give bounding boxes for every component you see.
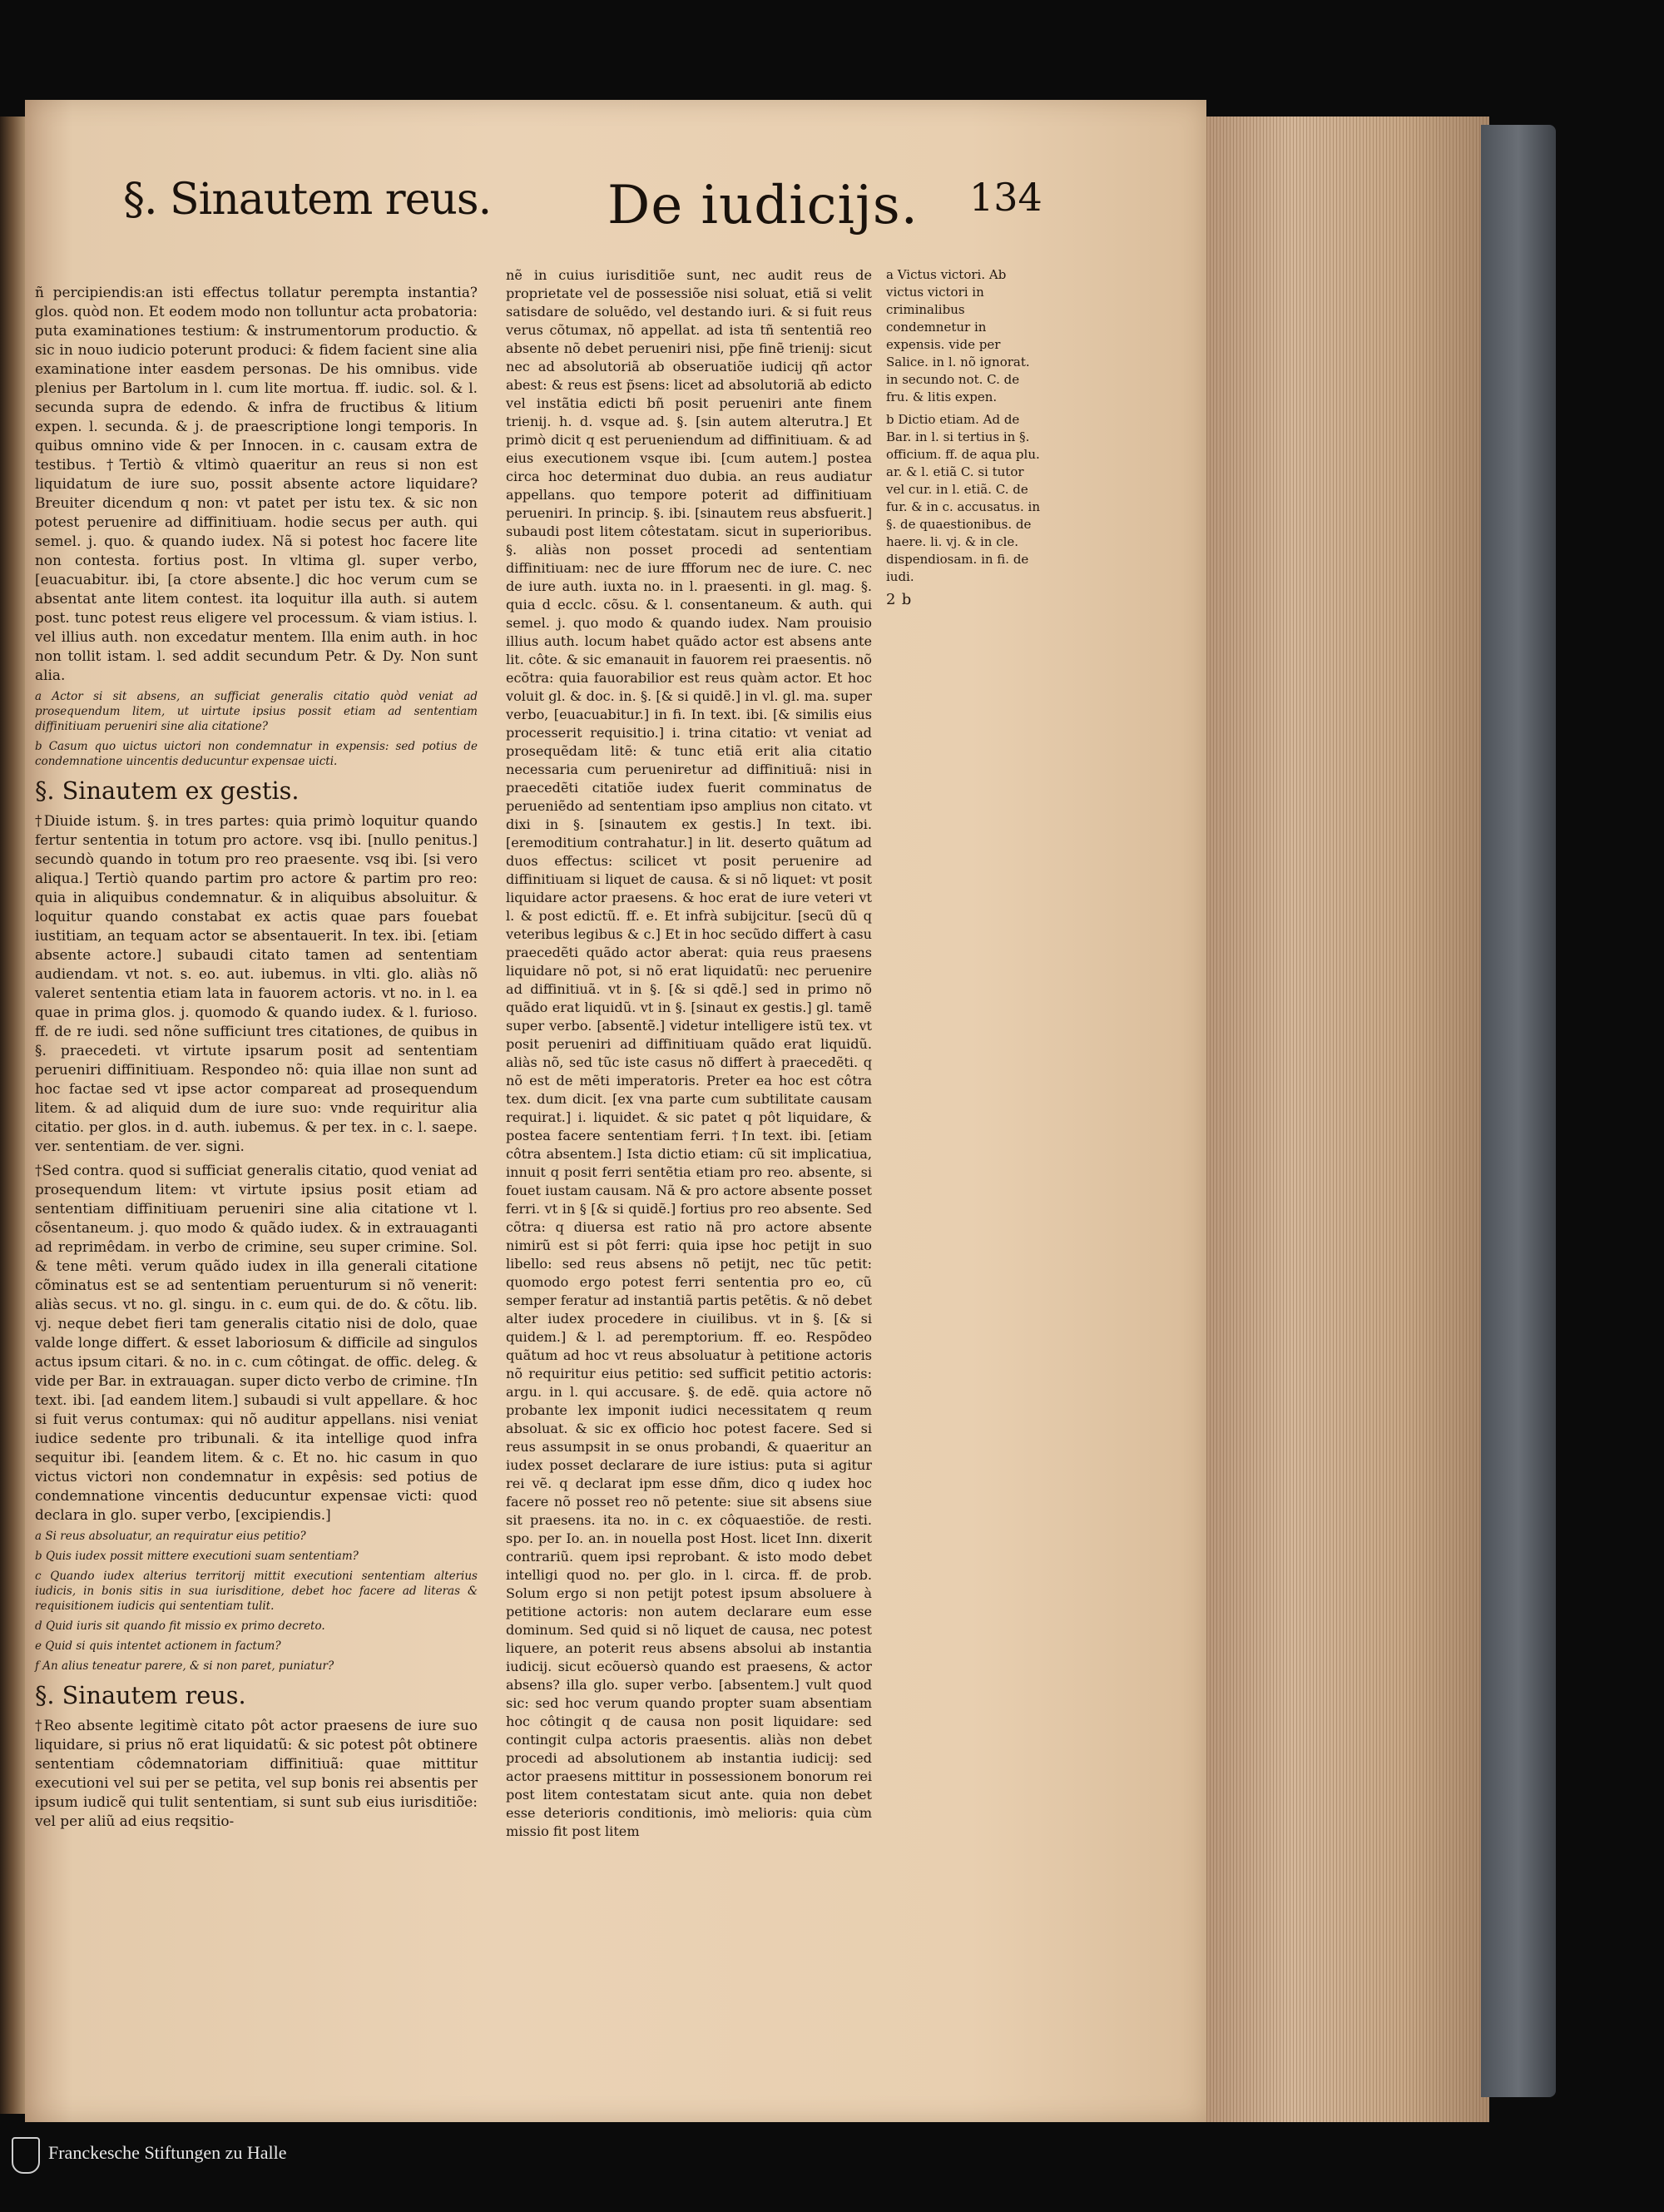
summary-note: a Actor si sit absens, an sufficiat generalis citatio quòd veniat ad prosequendum litem, ut uirtute ipsius possit etiam ad sententiam diffinitiuam perueniri sine alia citatione? [35, 690, 478, 733]
library-name: Franckesche Stiftungen zu Halle [48, 2142, 287, 2163]
summary-note: d Quid iuris sit quando fit missio ex primo decreto. [35, 1619, 325, 1633]
summary-note: b Quis iudex possit mittere executioni suam sententiam? [35, 1550, 359, 1564]
book-cover [1481, 125, 1556, 2097]
summary-note: f An alius teneatur parere, & si non paret, puniatur? [35, 1659, 334, 1673]
section-heading: §. Sinautem ex gestis. [35, 776, 300, 805]
marginal-gloss: b Dictio etiam. Ad de Bar. in l. si tertius in §. officium. ff. de aqua plu. ar. & l. etiã C. si tutor vel cur. in l. etiã. C. de fur. & in c. accusatus. in §. de quaestionibus. de haere. li. vj. & in cle. dispendiosam. in fi. de iudi. [886, 412, 1040, 584]
summary-note: b Casum quo uictus uictori non condemnatur in expensis: sed potius de condemnatione uincentis deducuntur expensae uicti. [35, 739, 478, 768]
summary-note: a Si reus absoluatur, an requiratur eius petitio? [35, 1530, 306, 1544]
running-head-title: De iudicijs. [607, 175, 919, 236]
left-text-column [35, 283, 478, 1836]
paragraph: ñ percipiendis:an isti effectus tollatur perempta instantia? glos. quòd non. Et eodem modo non tolluntur acta probatoria: puta examinationes testium: & instrumentorum productio. & sic in nouo iudicio poterunt produci: & fidem facient sine alia examinatione inter easdem personas. De his omnibus. vide plenius per Bartolum in l. cum lite mortua. ff. iudic. sol. & l. secunda supra de edendo. & infra de fructibus & litium expen. l. secunda. & j. de praescriptione longi temporis. In quibus omnino vide & per Innocen. in c. causam extra de testibus. †Tertiò & vltimò quaeritur an reus si non est liquidatum de iure suo, possit absente actore liquidare? Breuiter dicendum q non: vt patet per istu tex. & sic non potest peruenire ad diffinitiuam. hodie secus per auth. qui semel. j. quo. & quando iudex. Nã si potest hoc facere lite non contesta. fortius post. In vltima gl. super verbo, [euacuabitur. ibi, [a ctore absente.] dic hoc verum cum se absentat ante litem contest. ita loquitur illa auth. si autem post. tunc potest reus eligere vel processum. & viam istius. l. vel illius auth. non excedatur mentem. Illa enim auth. in hoc non tollit istam. l. sed addit secundum Petr. & Dy. Non sunt alia. [35, 284, 478, 683]
paragraph: nẽ in cuius iurisditiõe sunt, nec audit reus de proprietate vel de possessiõe nisi soluat, etiã si velit satisdare de soluẽdo, vel destando iuri. & si fuit reus verus cõtumax, nõ appellat. ad ista tñ sententiã reo absente nõ debet perueniri nisi, pp̃e finẽ trienij: sicut nec ad absolutoriã ab obseruatiõe iudicij qñ actor abest: & reus est p̃sens: licet ad absolutoriã ab edicto vel instãtia edicti bñ posit perueniri ante finem trienij. h. d. vsque ad. §. [sin autem alterutra.] Et primò dicit q est perueniendum ad diffinitiuam. & ad eius executionem vsque ibi. [cum autem.] postea circa hoc determinat duo dubia. an reus audiatur appellans. quo tempore poterit ad diffinitiuam perueniri. In princip. §. ibi. [sinautem reus absfuerit.] subaudi post litem côtestatam. sicut in superioribus. §. aliàs non posset procedi ad sententiam diffinitiuam: nec de iure ffforum nec de iure. C. nec de iure auth. iuxta no. in l. praesenti. in gl. mag. §. quia d ecclc. cõsu. & l. consentaneum. & auth. qui semel. j. quo modo & quando iudex. Nam prouisio illius auth. locum habet quãdo actor est absens ante lit. côte. & sic emanauit in fauorem rei praesentis. nõ ecõtra: quia fauorabilior est reus quàm actor. Et hoc voluit gl. & doc. in. §. [& si quidẽ.] in vl. gl. ma. super verbo, [euacuabitur.] in fi. In text. ibi. [& similis eius processerit requisitio.] i. trina citatio: vt veniat ad prosequẽdam litẽ: & tunc etiã erit alia citatio necessaria cum perueniretur ad diffinitiuã: nisi in praecedẽti citatiõe iudex fuerit comminatus de perueniẽdo ad sententiam ipso amplius non citato. vt dixi in §. [sinautem ex gestis.] In text. ibi. [eremoditium contrahatur.] in lit. deserto quãtum ad duos effectus: scilicet vt posit peruenire ad diffinitiuam si liquet de causa. & si nõ liquet: vt posit liquidare actor praesens. & hoc erat de iure veteri vt l. & post edictũ. ff. e. Et infrà subijcitur. [secũ dũ q veteribus legibus & c.] Et in hoc secũdo differt à casu praecedẽti quãdo actor aberat: quia reus praesens liquidare nõ pot, si nõ erat liquidatũ: nec peruenire ad diffinitiuã. vt in §. [& si qdẽ.] sed in primo nõ quãdo erat liquidũ. vt in §. [sinaut ex gestis.] gl. tamẽ super verbo. [absentẽ.] videtur intelligere istũ tex. vt posit perueniri ad diffinitiuam quãdo erat liquidũ. aliàs nõ, sed tũc iste casus nõ differt à praecedẽti. q nõ est de mẽti imperatoris. Preter ea hoc est côtra tex. dum dicit. [ex vna parte cum subtilitate causam requirat.] i. liquidet. & sic patet q pôt liquidare, & postea facere sententiam ferri. †In text. ibi. [etiam côtra absentem.] Ista dictio etiam: cũ sit implicatiua, innuit q posit ferri sentẽtia etiam pro reo. absente, si fouet iustam causam. Nã & pro actore absente posset ferri. vt in § [& si quidẽ.] fortius pro reo absente. Sed cõtra: q diuersa est ratio nã pro actore absente nimirũ est si pôt ferri: quia ipse hoc petijt in suo libello: sed reus absens nõ petijt, nec tũc petit: quomodo ergo potest ferri sententia pro eo, cũ semper feratur ad instantiã partis petẽtis. & nõ debet alter iudex procedere in ciuilibus. vt in §. [& si quidem.] & l. ad peremptorium. ff. eo. Respõdeo quãtum ad hoc vt reus absoluatur à petitione actoris nõ requiritur eius petitio: sed sufficit petitio actoris: argu. in l. qui accusare. §. de edẽ. quia actore nõ probante lex imponit iudici necessitatem q reum absoluat. & sic ex officio hoc potest facere. Sed si reus assumpsit in se onus probandi, & quaeritur an iudex posset declarare de iure istius: puta si agitur rei vẽ. q declarat ipm esse dñm, dico q iudex hoc facere nõ posset reo nõ petente: siue sit absens siue sit praesens. ita no. in c. ex côquaestiõe. de resti. spo. per Io. an. in nouella post Host. licet Inn. dixerit contrariũ. quem ipsi reprobant. & isto modo debet intelligi quod no. per glo. in l. circa. ff. de prob. Solum ergo si non petijt potest ipsum absoluere à petitione actoris: non autem declarare eum esse dominum. Sed quid si nõ liquet de causa, nec potest liquere, an poterit reus absens absolui ab instantia iudicij. sicut ecõuersò quando est praesens, & actor absens? illa glo. super verbo. [absentem.] vult quod sic: sed hoc verum quando propter suam absentiam hoc côtingit q de causa non posit liquidare: sed contingit culpa actoris praesentis. aliàs non debet procedi ad absolutionem ab instantia iudicij: sed actor praesens mittitur in possessionem bonorum rei post litem contestatam sicut ante. quia non debet esse deterioris conditionis, imò melioris: quia cùm missio fit post litem [506, 267, 872, 1839]
marginal-gloss: a Victus victori. Ab victus victori in criminalibus condemnetur in expensis. vide per Salice. in l. nõ ignorat. in secundo not. C. de fru. & litis expen. [886, 267, 1030, 404]
running-head-left: §. Sinautem reus. [123, 175, 492, 225]
summary-note: c Quando iudex alterius territorij mittit executioni sententiam alterius iudicis, in bonis sitis in sua iurisditione, debet hoc facere ad literas & requisitionem iudicis qui sententiam tulit. [35, 1570, 478, 1613]
paragraph: †Sed contra. quod si sufficiat generalis citatio, quod veniat ad prosequendum litem: vt virtute ipsius posit etiam ad sententiam diffinitiuam perueniri sine alia citatione vt l. cõsentaneum. j. quo modo & quãdo iudex. & in extrauaganti ad reprimêdam. in verbo de crimine, seu super crimine. Sol. & tene mêti. verum quãdo iudex in illa generali citatione cõminatus est se ad sententiam peruenturum si nõ venerit: aliàs secus. vt no. gl. singu. in c. eum qui. de do. & cõtu. lib. vj. neque debet fieri tam generalis citatio nisi de dolo, quae valde longe differt. & esset laboriosum & difficile ad singulos actus ipsum citari. & no. in c. cum côtingat. de offic. deleg. & vide per Bar. in extrauagan. super dicto verbo de crimine. †In text. ibi. [ad eandem litem.] subaudi si vult appellare. & hoc si fuit verus contumax: qui nõ auditur appellans. nisi veniat iudice sedente pro tribunali. & ita intellige quod infra sequitur ibi. [eandem litem. & c. Et no. hic casum in quo victus victori non condemnatur in expêsis: sed potius de condemnatione vincentis deducuntur expensae victi: quod declara in glo. super verbo, [excipiendis.] [35, 1162, 478, 1524]
marginal-glosses [886, 266, 1044, 614]
gloss-marker: b [901, 591, 912, 608]
page-number: 134 [969, 175, 1042, 220]
paragraph: †Diuide istum. §. in tres partes: quia primò loquitur quando fertur sententia in totum pro actore. vsq ibi. [nullo penitus.] secundò quando in totum pro reo praesente. vsq ibi. [si vero aliqua.] Tertiò quando partim pro actore & partim pro reo: quia in aliquibus condemnatur. & in aliquibus absoluitur. & loquitur quando constabat ex actis quae pars fouebat iustitiam, an tequam actor se absentauerit. In tex. ibi. [etiam absente actore.] subaudi citato tamen ad sententiam audiendam. vt not. s. eo. aut. iubemus. in vlti. glo. aliàs nõ valeret sententia etiam lata in fauorem actoris. vt no. in l. ea quae in prima glos. j. quomodo & quando iudex. & l. furioso. ff. de re iudi. sed nõne sufficiunt tres citationes, de quibus in §. praecedeti. vt virtute ipsarum posit ad sententiam perueniri diffinitiuam. Respondeo nõ: quia illae non sunt ad hoc factae sed vt ipse actor compareat ad prosequendum litem. & ad aliquid dum de iure suo: vnde requiritur alia citatio. per glos. in d. auth. iubemus. & per tex. in c. l. saepe. ver. sententiam. de ver. signi. [35, 812, 478, 1155]
gloss-markers [886, 591, 1044, 609]
section-heading: §. Sinautem reus. [35, 1680, 246, 1709]
middle-text-column [506, 266, 872, 1846]
library-seal-icon [12, 2137, 40, 2174]
summary-note: e Quid si quis intentet actionem in factum? [35, 1639, 281, 1653]
gloss-marker: 2 [886, 591, 896, 608]
page-fore-edge [1206, 117, 1489, 2122]
paragraph: †Reo absente legitimè citato pôt actor praesens de iure suo liquidare, si prius nõ erat liquidatũ: & sic potest pôt obtinere sententiam côdemnatoriam diffinitiuã: quae mittitur executioni vel sui per se petita, vel sup bonis rei absentis per ipsum iudicẽ qui tulit sententiam, si sunt sub eius iurisditiõe: vel per aliũ ad eius reqsitio- [35, 1717, 478, 1830]
